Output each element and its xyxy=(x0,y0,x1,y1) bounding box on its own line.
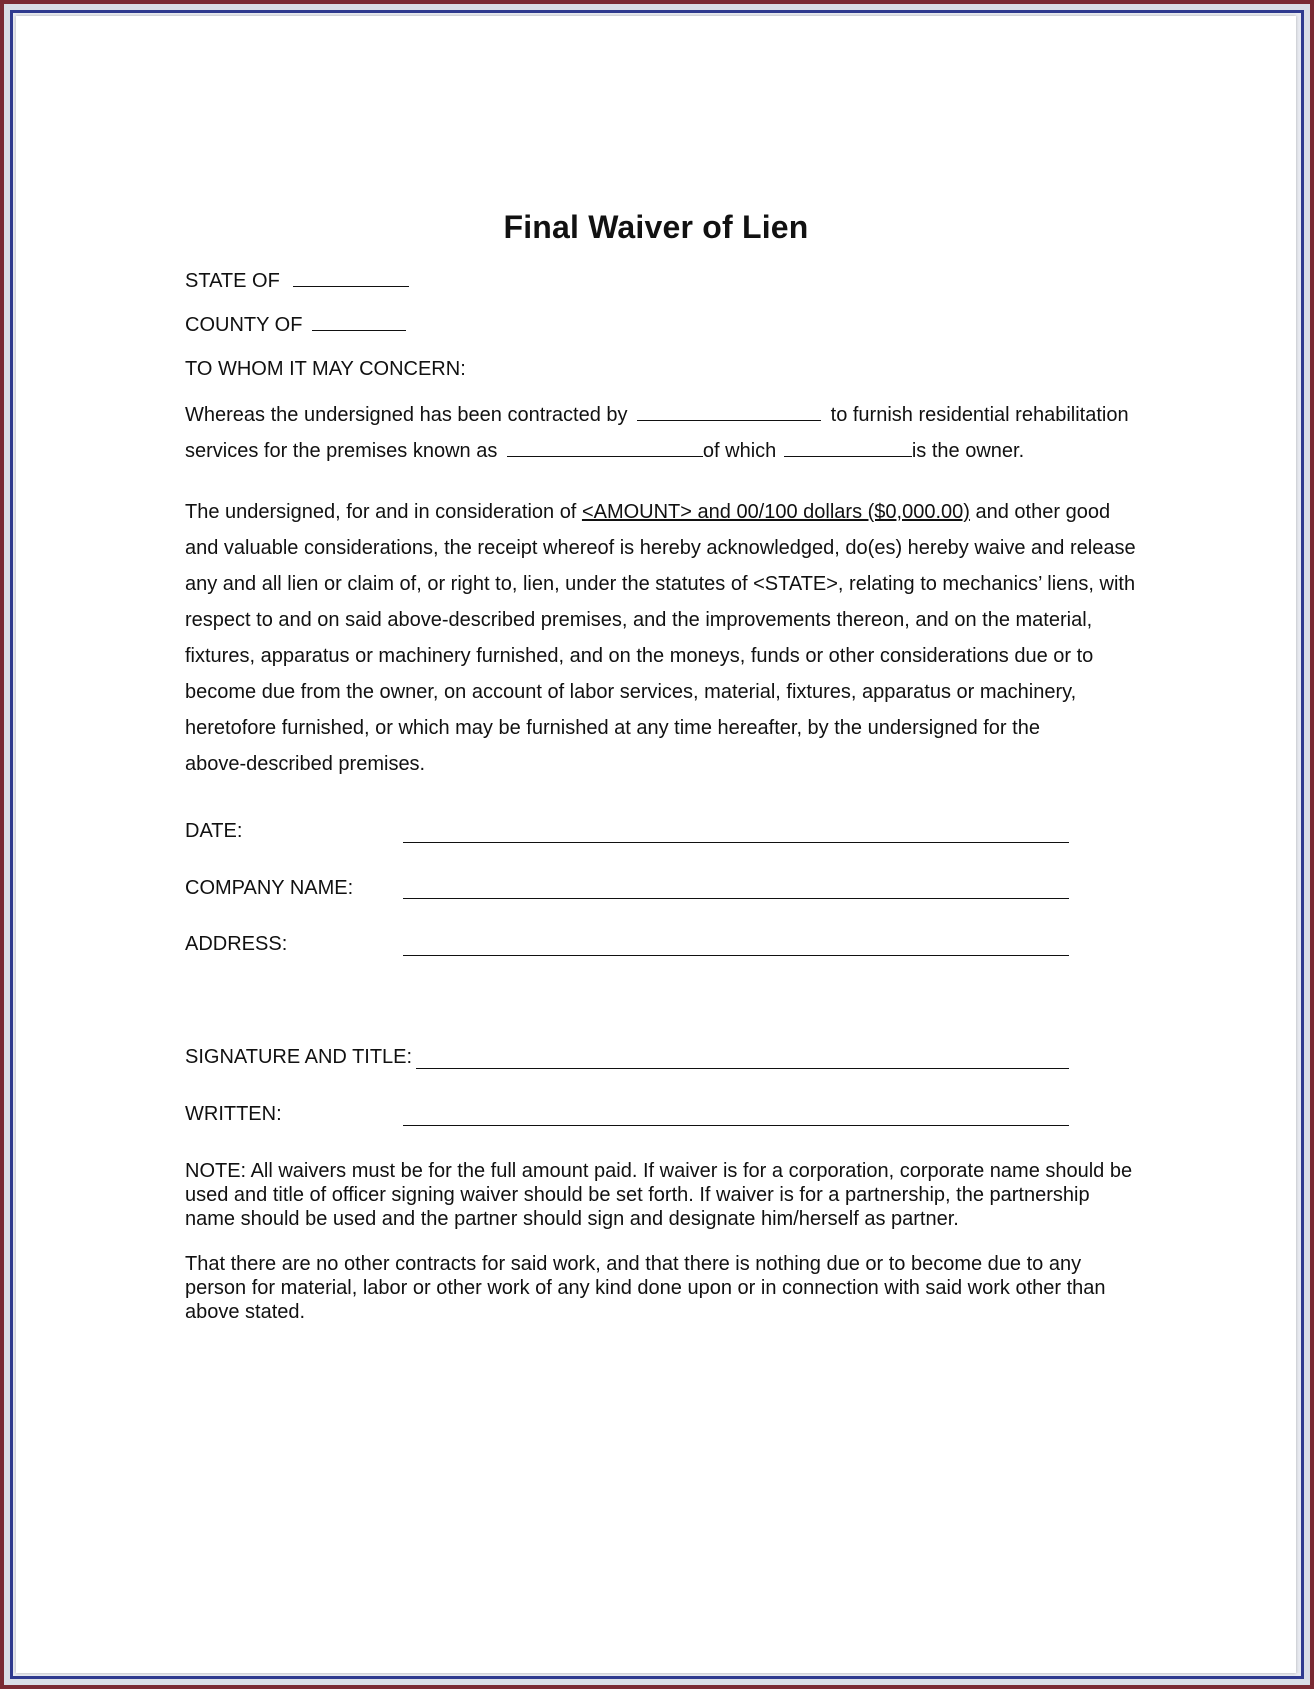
whereas-text-4: of which xyxy=(702,440,777,462)
whereas-text-2: to furnish residential rehabilitation xyxy=(830,404,1129,426)
date-field[interactable] xyxy=(403,842,1069,843)
whereas-text-5: is the owner. xyxy=(911,440,1025,462)
county-blank[interactable] xyxy=(312,312,406,331)
whereas-text-3: services for the premises known as xyxy=(185,440,498,462)
note-line-3: name should be used and the partner should sign and designate him/herself as partner. xyxy=(185,1208,959,1230)
consideration-paragraph xyxy=(185,494,1165,782)
amount-placeholder: <AMOUNT> and 00/100 dollars ($0,000.00) xyxy=(581,501,970,523)
document-title: Final Waiver of Lien xyxy=(503,209,809,245)
contracted-by-blank[interactable] xyxy=(637,402,821,421)
owner-blank[interactable] xyxy=(784,438,912,457)
county-label: COUNTY OF xyxy=(185,314,303,336)
closing-line-1: That there are no other contracts for said work, and that there is nothing due or to become due to any xyxy=(185,1253,1082,1275)
consideration-line-1: and valuable considerations, the receipt whereof is hereby acknowledged, do(es) hereby waive and release xyxy=(185,537,1136,559)
consideration-line-3: respect to and on said above-described premises, and the improvements thereon, and on the material, xyxy=(185,609,1093,631)
consideration-line-6: heretofore furnished, or which may be furnished at any time hereafter, by the undersigned for the xyxy=(185,717,1040,739)
note-paragraph xyxy=(185,1159,1175,1231)
salutation: TO WHOM IT MAY CONCERN: xyxy=(185,358,466,380)
whereas-text-1: Whereas the undersigned has been contracted by xyxy=(185,404,628,426)
document-page xyxy=(16,16,1296,1673)
closing-line-2: person for material, labor or other work of any kind done upon or in connection with said work other than xyxy=(185,1277,1106,1299)
whereas-line-1 xyxy=(185,402,1129,427)
consideration-lead: The undersigned, for and in consideration of xyxy=(185,501,577,523)
state-label: STATE OF xyxy=(185,270,280,292)
note-line-2: used and title of officer signing waiver should be set forth. If waiver is for a partnership, the partnership xyxy=(185,1184,1090,1206)
state-line xyxy=(185,268,409,293)
company-name-label: COMPANY NAME: xyxy=(185,877,354,899)
written-label: WRITTEN: xyxy=(185,1103,282,1125)
company-name-field[interactable] xyxy=(403,898,1069,899)
address-field[interactable] xyxy=(403,955,1069,956)
date-label: DATE: xyxy=(185,820,243,842)
closing-paragraph xyxy=(185,1252,1175,1324)
note-line-1: NOTE: All waivers must be for the full amount paid. If waiver is for a corporation, corporate name should be xyxy=(185,1160,1133,1182)
consideration-line-5: become due from the owner, on account of labor services, material, fixtures, apparatus or machinery, xyxy=(185,681,1077,703)
consideration-line-2: any and all lien or claim of, or right to, lien, under the statutes of <STATE>, relating to mechanics’ liens, with xyxy=(185,573,1136,595)
consideration-line-4: fixtures, apparatus or machinery furnished, and on the moneys, funds or other considerations due or to xyxy=(185,645,1094,667)
state-blank[interactable] xyxy=(293,268,409,287)
premises-blank[interactable] xyxy=(507,438,703,457)
closing-line-3: above stated. xyxy=(185,1301,306,1323)
signature-title-label: SIGNATURE AND TITLE: xyxy=(185,1046,413,1068)
whereas-line-2 xyxy=(185,438,1024,463)
consideration-tail: and other good xyxy=(975,501,1111,523)
consideration-line-7: above-described premises. xyxy=(185,753,426,775)
address-label: ADDRESS: xyxy=(185,933,288,955)
consideration-line-0 xyxy=(185,494,1165,530)
county-line xyxy=(185,312,406,337)
signature-title-field[interactable] xyxy=(416,1068,1069,1069)
written-field[interactable] xyxy=(403,1125,1069,1126)
